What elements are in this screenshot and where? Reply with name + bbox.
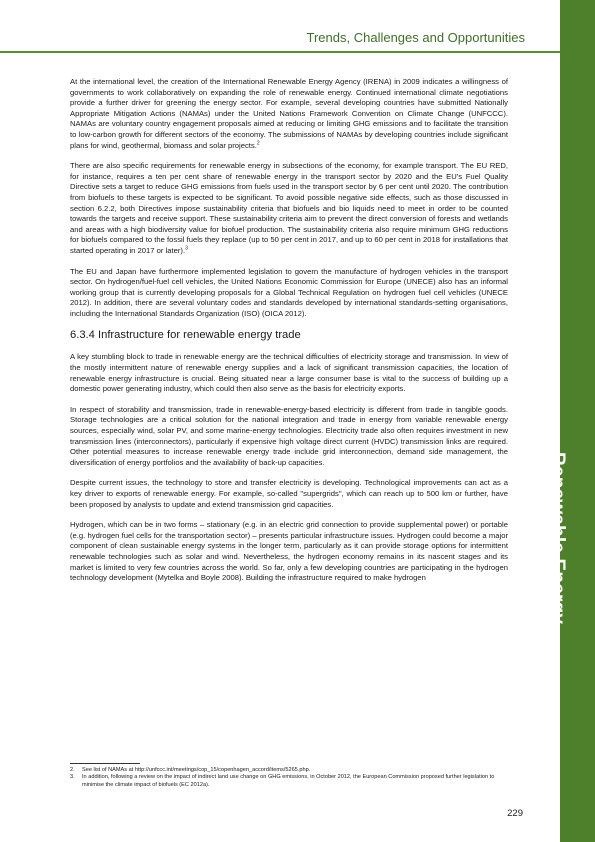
footnote-ref[interactable]: 2 [256,140,260,147]
footnote [70,774,508,789]
body-paragraph: At the international level, the creation of the International Renewable Energy Agency (IRENA) in 2009 indicates a willingness of governments to work collaboratively on expanding the role of renewable energy. Continued international climate negotiations provide a further driver for greening the energy sector. For example, several developing countries have submitted Nationally Appropriate Mitigation Actions (NAMAs) under the United Nations Framework Convention on Climate Change (UNFCCC). NAMAs are voluntary country engagement proposals aimed at reducing or limiting GHG emissions and to facilitate the transition to low-carbon growth for different sectors of the economy. The submissions of NAMAs by developing countries include significant plans for wind, geothermal, biomass and solar projects.$^2$ [70,77,508,150]
main-content [70,77,508,594]
chapter-sidebar-label: Renewable Energy [547,452,568,625]
footnote-number: 3. [70,774,75,781]
footnotes [70,767,508,789]
header-divider [0,51,560,53]
body-paragraph: In respect of storability and transmission, trade in renewable-energy-based electricity is different from trade in tangible goods. Storage technologies are a critical solution for the national integration and trade in energy from variable renewable energy sources, especially wind, solar PV, and some marine-energy technologies. Electricity trade also often requires investment in new transmission lines (interconnectors), particularly if expensive high voltage direct current (HVDC) transmission links are required. Other potential measures to increase renewable energy trade include grid interconnection, demand side management, the diversification of energy portfolios and the availability of back-up capacities. [70,404,508,467]
body-paragraph: Despite current issues, the technology to store and transfer electricity is developing. Technological improvements can act as a key driver to exports of renewable energy. For example, so-called "supergrids", which can reach up to 500 km or further, have been proposed by analysts to update and extend transmission grid capacities. [70,478,508,509]
footnote-text: In addition, following a review on the impact of indirect land use change on GHG emissions, in October 2012, the European Commission proposed further legislation to minimise the climate impact of biofuels (EC 2012a). [82,774,495,788]
footnote [70,767,508,774]
body-paragraph: The EU and Japan have furthermore implemented legislation to govern the manufacture of hydrogen vehicles in the transport sector. On hydrogen/fuel-fuel cell vehicles, the United Nations Economic Commission for Europe (UNECE) also has an informal working group that is currently developing proposals for a Global Technical Regulation on hydrogen fuel cell vehicles (UNECE 2012). In addition, there are several voluntary codes and standards developed by international standards-setting organisations, including the International Standards Organization (ISO) (OICA 2012). [70,266,508,318]
body-paragraph: There are also specific requirements for renewable energy in subsections of the economy, for example transport. The EU RED, for instance, requires a ten per cent share of renewable energy in the transport sector by 2020 and the EU’s Fuel Quality Directive sets a target to reduce GHG emissions from fuels used in the transport sector by 6 per cent until 2020. The contribution from biofuels to these targets is expected to be significant. To avoid possible negative side effects, such as those discussed in section 6.2.2, both Directives impose sustainability criteria that biofuels and bio liquids need to meet in order to be counted towards the targets and receive support. These sustainability criteria aim to prevent the direct conversion of forests and wetlands and areas with a high biodiversity value for biofuel production. The sustainability criteria also require minimum GHG reductions for biofuels compared to the fossil fuels they replace (up to 50 per cent in 2017, and up to 60 per cent in 2018 for installations that started operating in 2017 or later).$^3$ [70,161,508,255]
footnote-divider [70,763,140,764]
footnote-number: 2. [70,767,75,773]
body-paragraph: A key stumbling block to trade in renewable energy are the technical difficulties of electricity storage and transmission. In view of the mostly intermittent nature of renewable energy supplies and a lack of significant transmission capacities, the location of renewable energy infrastructure is crucial. Being situated near a large consumer base is vital to the success of building up a domestic power generating industry, which could then also serve as the basis for electricity exports. [70,352,508,394]
footnote-text: See list of NAMAs at http://unfccc.int/meetings/cop_15/copenhagen_accord/items/5265.php. [82,767,311,773]
footnote-ref[interactable]: 3 [185,245,188,252]
body-paragraph: Hydrogen, which can be in two forms – stationary (e.g. in an electric grid connection to provide supplemental power) or portable (e.g. hydrogen fuel cells for the transportation sector) – presents particular infrastructure issues. Hydrogen could become a major component of clean sustainable energy systems in the longer term, particularly as it can provide storage options for intermittent renewable technologies such as solar and wind. Nevertheless, the hydrogen economy remains in its nascent stages and its market is limited to very few countries across the world. So far, only a few developing countries are participating in the hydrogen technology development (Mytelka and Boyle 2008). Building the infrastructure required to make hydrogen [70,520,508,583]
running-header-title: Trends, Challenges and Opportunities [306,30,525,45]
page-number: 229 [507,808,523,819]
section-heading: 6.3.4 Infrastructure for renewable energy trade [70,329,301,342]
